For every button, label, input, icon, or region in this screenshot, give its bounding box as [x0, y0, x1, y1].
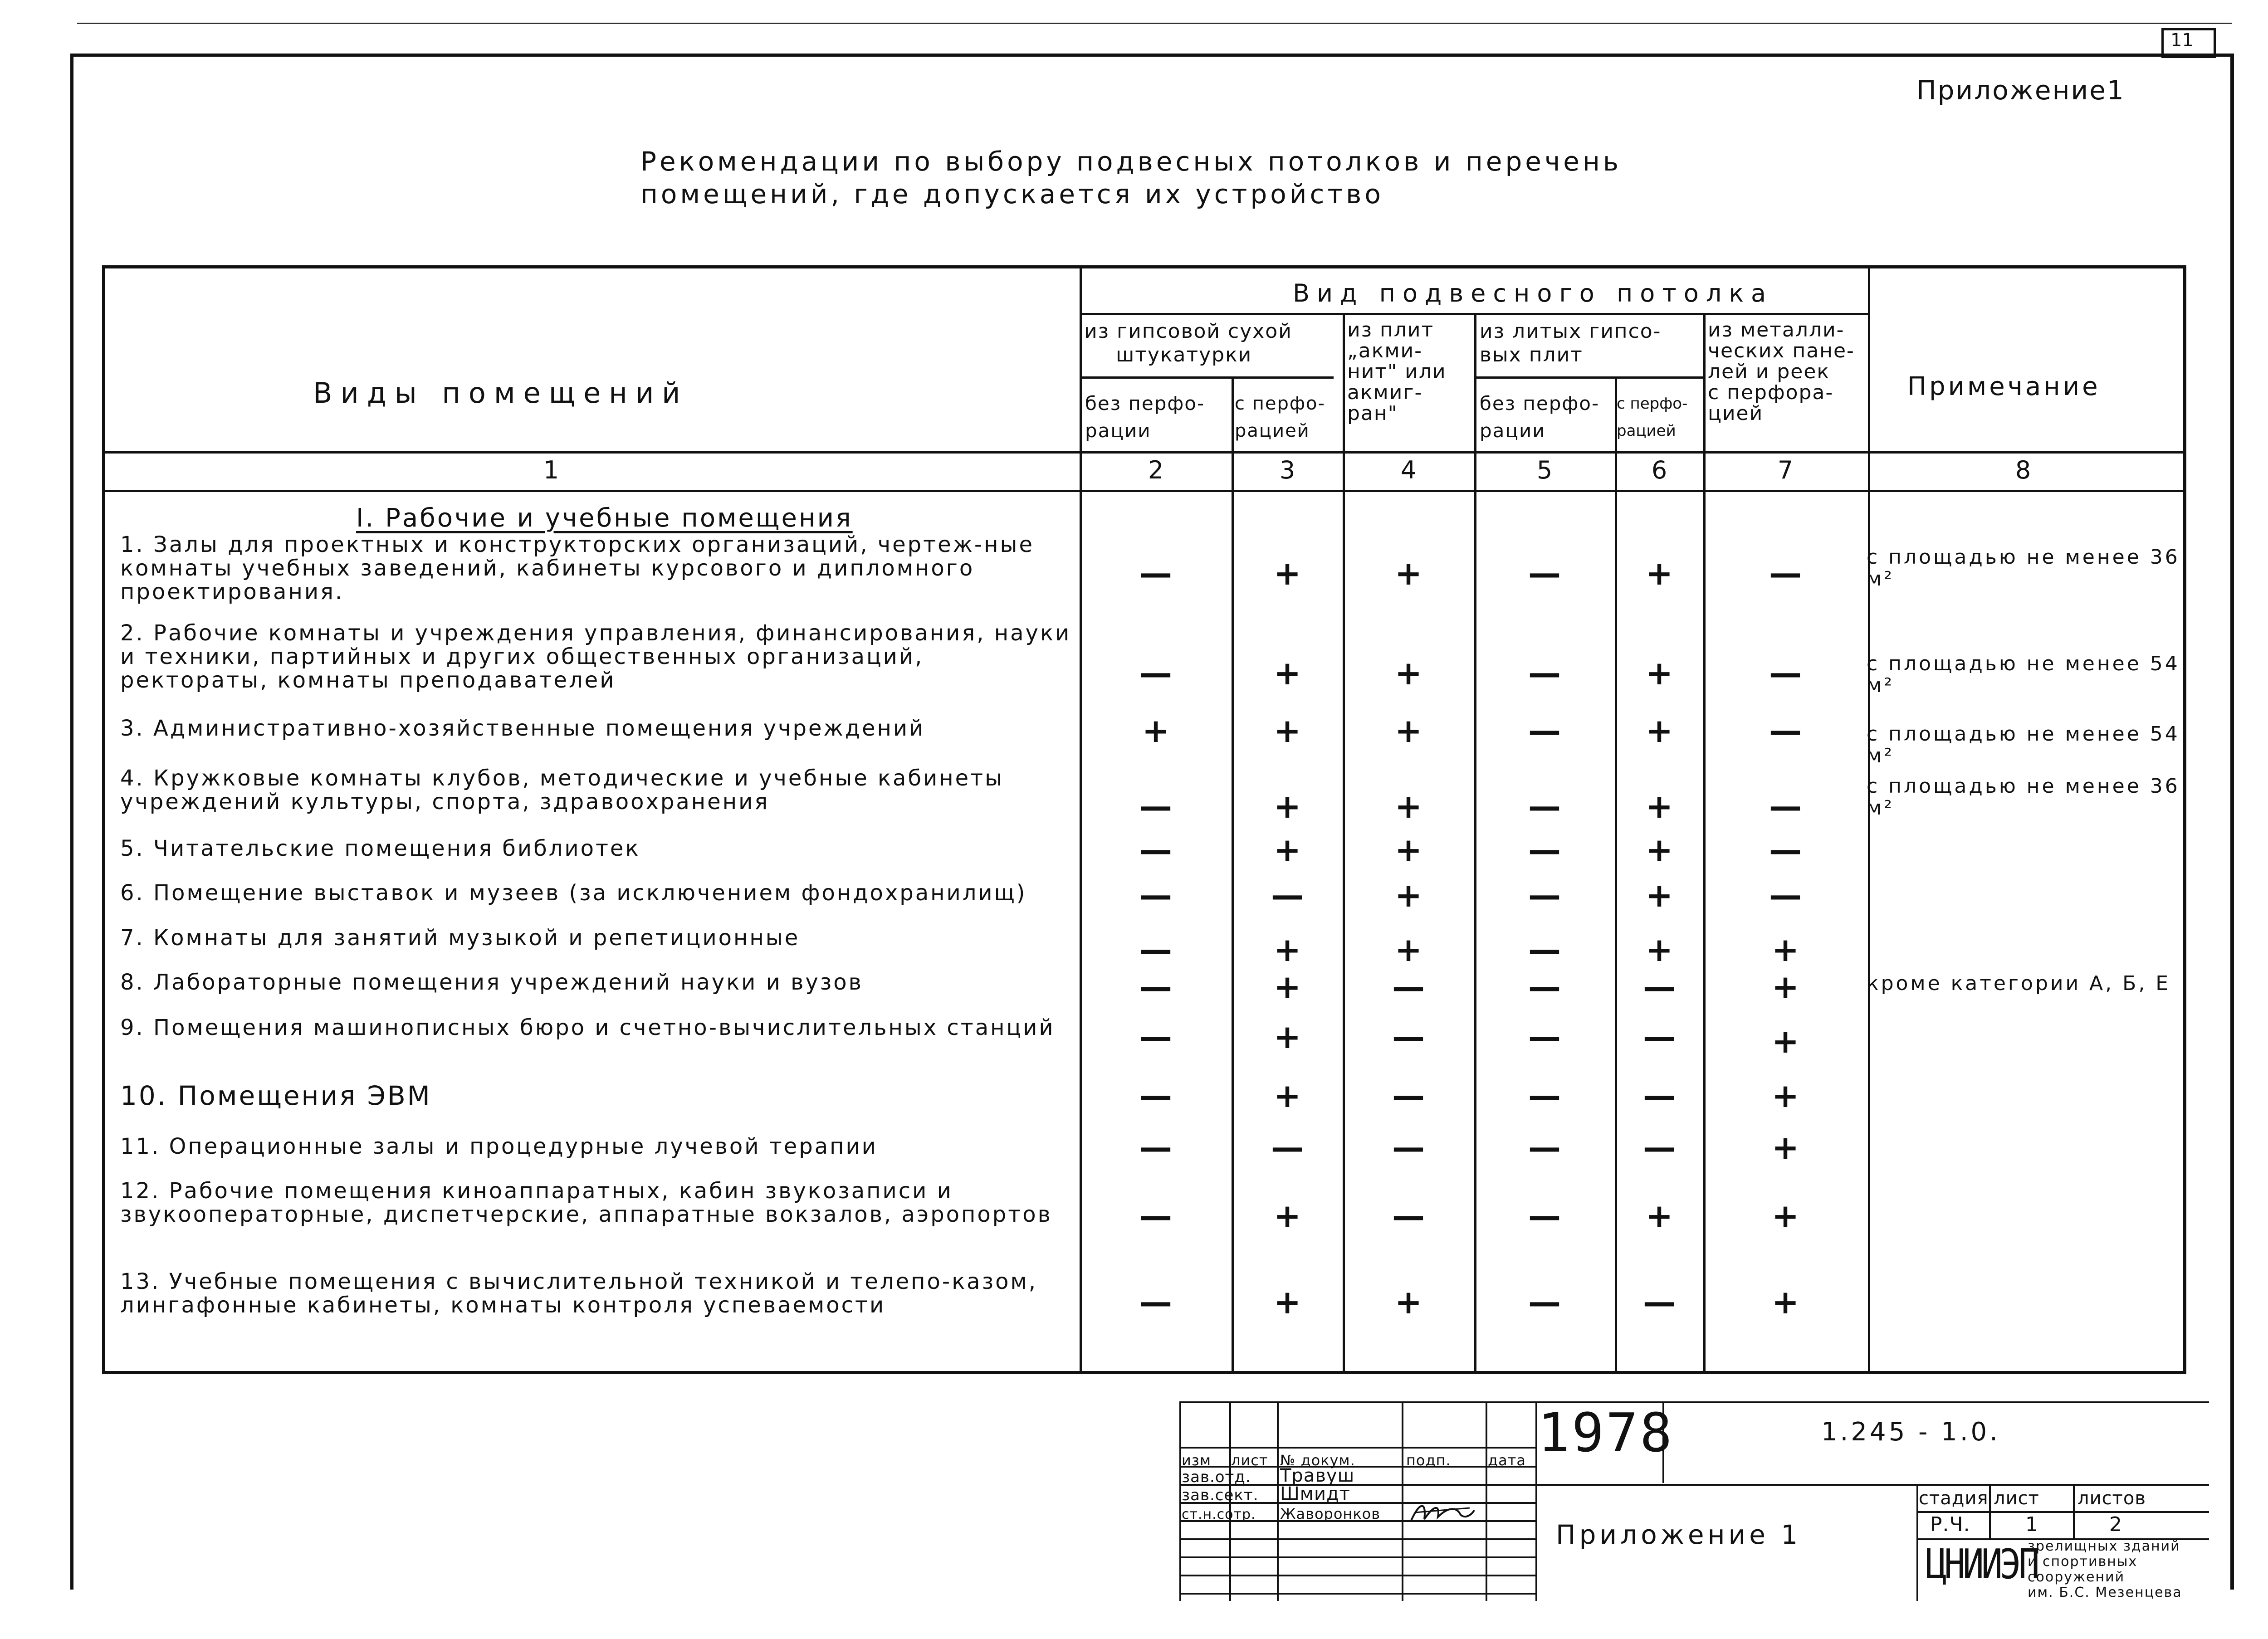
col-line-2 [1232, 376, 1234, 1373]
row-7-mark-col2: — [1139, 931, 1172, 969]
organization-name: зрелищных зданий и спортивных сооружений им. Б.С. Мезенцева [2028, 1538, 2182, 1600]
tb-stage-header: стадия [1919, 1488, 1989, 1509]
tb-sheets-value: 2 [2109, 1513, 2122, 1536]
document-title [640, 145, 1622, 210]
row-9-mark-col3: + [1273, 1018, 1301, 1056]
page-number: 11 [2170, 30, 2194, 51]
row-8-mark-col4: — [1392, 968, 1425, 1006]
row-4-mark-col6: + [1645, 787, 1673, 825]
table-row-3-text: 3. Административно-хозяйственные помещения учреждений [120, 716, 925, 741]
table-row-5-text: 5. Читательские помещения библиотек [120, 836, 640, 861]
row-4-mark-col4: + [1394, 787, 1422, 825]
row-3-mark-col2: + [1142, 712, 1170, 750]
row-3-note: с площадью не менее 54 м² [1867, 722, 2180, 767]
row-10-mark-col4: — [1392, 1077, 1425, 1115]
group-gypsum-header: из гипсовой сухой штукатурки [1084, 320, 1292, 366]
row-10-mark-col6: — [1643, 1077, 1676, 1115]
row-6-mark-col7: — [1769, 876, 1802, 914]
column-number-5: 5 [1536, 456, 1553, 484]
row-3-mark-col5: — [1528, 712, 1561, 750]
title-line-1: Рекомендации по выбору подвесных потолков и перечень [640, 146, 1622, 177]
column-number-4: 4 [1400, 456, 1417, 484]
row-12-mark-col5: — [1528, 1197, 1561, 1235]
row-5-mark-col2: — [1139, 831, 1172, 869]
column-number-3: 3 [1279, 456, 1295, 484]
group-cast-gypsum-header: из литых гипсо- вых плит [1480, 320, 1662, 366]
table-row-2-text: 2. Рабочие комнаты и учреждения управления, финансирования, науки и техники, партийных и других общественных организаций, ректораты, комнаты преподавателей [120, 620, 1071, 693]
row-7-mark-col5: — [1528, 931, 1561, 969]
row-8-mark-col5: — [1528, 968, 1561, 1006]
row-6-mark-col5: — [1528, 876, 1561, 914]
row-11-mark-col3: — [1271, 1128, 1304, 1166]
row-12-mark-col4: — [1392, 1197, 1425, 1235]
row-5-mark-col6: + [1645, 831, 1673, 869]
row-4-note: с площадью не менее 36 м² [1867, 775, 2180, 820]
tb-role-2: зав.сект. [1182, 1486, 1259, 1504]
row-11-mark-col2: — [1139, 1128, 1172, 1166]
row-2-mark-col5: — [1528, 654, 1561, 692]
section-title: I. Рабочие и учебные помещения [356, 503, 853, 533]
tb-col-list: лист [1231, 1452, 1268, 1469]
row-13-mark-col5: — [1528, 1283, 1561, 1321]
table-row-13-text: 13. Учебные помещения с вычислительной техникой и телепо-казом, лингафонные кабинеты, комнаты контроля успеваемости [120, 1269, 1037, 1318]
row-2-mark-col3: + [1273, 654, 1301, 692]
subheader-no-perforation-2: без перфо- рации [1480, 392, 1600, 442]
row-1-mark-col4: + [1394, 554, 1422, 592]
tb-role-3: ст.н.сотр. [1182, 1507, 1256, 1522]
row-2-mark-col4: + [1394, 654, 1422, 692]
row-7-mark-col6: + [1645, 931, 1673, 969]
note-header: Примечание [1907, 372, 2101, 401]
row-7-mark-col7: + [1771, 931, 1799, 969]
group-metal-header: из металли- ческих пане- лей и реек с перфора- цией [1708, 318, 1855, 425]
row-11-mark-col5: — [1528, 1128, 1561, 1166]
tb-col-sign: подп. [1406, 1452, 1451, 1469]
table-row-1-text: 1. Залы для проектных и конструкторских организаций, чертеж-ные комнаты учебных заведений, кабинеты курсового и дипломного проектирования. [120, 532, 1034, 605]
column-number-6: 6 [1651, 456, 1667, 484]
title-block-doc-title: Приложение 1 [1556, 1519, 1802, 1550]
row-13-mark-col4: + [1394, 1283, 1422, 1321]
header-line-bottom [103, 451, 2185, 454]
group-akminit-header: из плит „акми- нит" или акмиг- ран" [1347, 318, 1447, 425]
row-1-mark-col5: — [1528, 554, 1561, 592]
tb-role-1: зав.отд. [1182, 1468, 1251, 1486]
table-row-8-text: 8. Лабораторные помещения учреждений науки и вузов [120, 970, 863, 995]
row-3-mark-col7: — [1769, 712, 1802, 750]
row-11-mark-col7: + [1771, 1128, 1799, 1166]
row-12-mark-col7: + [1771, 1197, 1799, 1235]
row-3-mark-col6: + [1645, 712, 1673, 750]
row-9-mark-col5: — [1528, 1018, 1561, 1056]
row-7-mark-col3: + [1273, 931, 1301, 969]
table-row-6-text: 6. Помещение выставок и музеев (за исключением фондохранилищ) [120, 880, 1027, 906]
row-11-mark-col4: — [1392, 1128, 1425, 1166]
row-8-mark-col3: + [1273, 968, 1301, 1006]
col-line-3 [1343, 313, 1345, 1373]
room-types-header: Виды помещений [313, 376, 689, 410]
col-line-7 [1868, 267, 1870, 1373]
row-10-mark-col3: + [1273, 1077, 1301, 1115]
row-4-mark-col7: — [1769, 787, 1802, 825]
appendix-label: Приложение1 [1916, 75, 2125, 106]
row-1-note: с площадью не менее 36 м² [1867, 546, 2180, 590]
header-line-type [1080, 313, 1869, 315]
row-4-mark-col5: — [1528, 787, 1561, 825]
signature [1406, 1497, 1479, 1528]
row-10-mark-col2: — [1139, 1077, 1172, 1115]
row-6-mark-col4: + [1394, 876, 1422, 914]
row-1-mark-col2: — [1139, 554, 1172, 592]
row-3-mark-col3: + [1273, 712, 1301, 750]
tb-sheet-value: 1 [2025, 1513, 2038, 1536]
table-row-10-text: 10. Помещения ЭВМ [120, 1080, 432, 1111]
tb-stage-value: Р.Ч. [1930, 1513, 1970, 1536]
col-line-1 [1080, 267, 1082, 1373]
row-4-mark-col2: — [1139, 787, 1172, 825]
sheet-top-line [77, 23, 2232, 24]
ceiling-type-header: Вид подвесного потолка [1293, 279, 1774, 307]
table-row-12-text: 12. Рабочие помещения киноаппаратных, кабин звукозаписи и звукооператорные, диспетчерские, аппаратные вокзалов, аэропортов [120, 1178, 1052, 1227]
row-3-mark-col4: + [1394, 712, 1422, 750]
row-13-mark-col6: — [1643, 1283, 1676, 1321]
row-13-mark-col3: + [1273, 1283, 1301, 1321]
row-9-mark-col2: — [1139, 1018, 1172, 1056]
column-number-2: 2 [1148, 456, 1164, 484]
column-number-8: 8 [2015, 456, 2031, 484]
row-6-mark-col3: — [1271, 876, 1304, 914]
row-2-mark-col6: + [1645, 654, 1673, 692]
row-5-mark-col7: — [1769, 831, 1802, 869]
document-code: 1.245 - 1.0. [1821, 1417, 2000, 1447]
row-9-mark-col4: — [1392, 1018, 1425, 1056]
tb-name-1: Травуш [1280, 1465, 1355, 1486]
row-1-mark-col3: + [1273, 554, 1301, 592]
row-2-note: с площадью не менее 54 м² [1867, 652, 2180, 697]
row-12-mark-col2: — [1139, 1197, 1172, 1235]
row-8-mark-col7: + [1771, 968, 1799, 1006]
tb-sheet-header: лист [1994, 1488, 2039, 1509]
column-number-7: 7 [1777, 456, 1794, 484]
row-9-mark-col6: — [1643, 1018, 1676, 1056]
title-line-2: помещений, где допускается их устройство [640, 179, 1384, 210]
row-8-mark-col6: — [1643, 968, 1676, 1006]
row-5-mark-col3: + [1273, 831, 1301, 869]
row-10-mark-col5: — [1528, 1077, 1561, 1115]
column-number-1: 1 [543, 456, 559, 484]
table-row-4-text: 4. Кружковые комнаты клубов, методические и учебные кабинеты учреждений культуры, спорта, здравоохранения [120, 766, 1004, 815]
row-8-mark-col2: — [1139, 968, 1172, 1006]
row-4-mark-col3: + [1273, 787, 1301, 825]
row-10-mark-col7: + [1771, 1077, 1799, 1115]
col-line-6 [1703, 313, 1706, 1373]
row-9-mark-col7: + [1771, 1022, 1799, 1060]
tb-col-doc: № докум. [1280, 1452, 1355, 1469]
row-5-mark-col4: + [1394, 831, 1422, 869]
row-13-mark-col7: + [1771, 1283, 1799, 1321]
subheader-no-perforation-1: без перфо- рации [1085, 392, 1205, 442]
year: 1978 [1538, 1401, 1674, 1464]
org-logo: ЦНИИЭП [1926, 1541, 2037, 1588]
header-line-sub-a [1080, 376, 1334, 379]
row-2-mark-col7: — [1769, 654, 1802, 692]
subheader-perforation-1: с перфо- рацией [1235, 393, 1325, 441]
tb-sheets-header: листов [2077, 1488, 2146, 1509]
row-1-mark-col6: + [1645, 554, 1673, 592]
tb-col-date: дата [1488, 1452, 1526, 1469]
col-line-4 [1474, 313, 1476, 1373]
tb-name-2: Шмидт [1280, 1483, 1350, 1504]
row-8-note: кроме категории А, Б, Е [1867, 972, 2171, 995]
row-12-mark-col6: + [1645, 1197, 1673, 1235]
colnum-line-bottom [103, 490, 2185, 492]
row-11-mark-col6: — [1643, 1128, 1676, 1166]
row-13-mark-col2: — [1139, 1283, 1172, 1321]
table-row-9-text: 9. Помещения машинописных бюро и счетно-вычислительных станций [120, 1015, 1055, 1040]
header-line-sub-b [1474, 376, 1703, 379]
subheader-perforation-2: с перфо- рацией [1617, 395, 1688, 440]
col-line-5 [1615, 376, 1617, 1373]
row-2-mark-col2: — [1139, 654, 1172, 692]
tb-col-izm: изм [1182, 1452, 1211, 1469]
row-6-mark-col6: + [1645, 876, 1673, 914]
tb-name-3: Жаворонков [1280, 1505, 1381, 1522]
row-5-mark-col5: — [1528, 831, 1561, 869]
table-row-7-text: 7. Комнаты для занятий музыкой и репетиционные [120, 925, 800, 951]
row-6-mark-col2: — [1139, 876, 1172, 914]
table-row-11-text: 11. Операционные залы и процедурные лучевой терапии [120, 1134, 878, 1159]
row-12-mark-col3: + [1273, 1197, 1301, 1235]
row-7-mark-col4: + [1394, 931, 1422, 969]
row-1-mark-col7: — [1769, 554, 1802, 592]
